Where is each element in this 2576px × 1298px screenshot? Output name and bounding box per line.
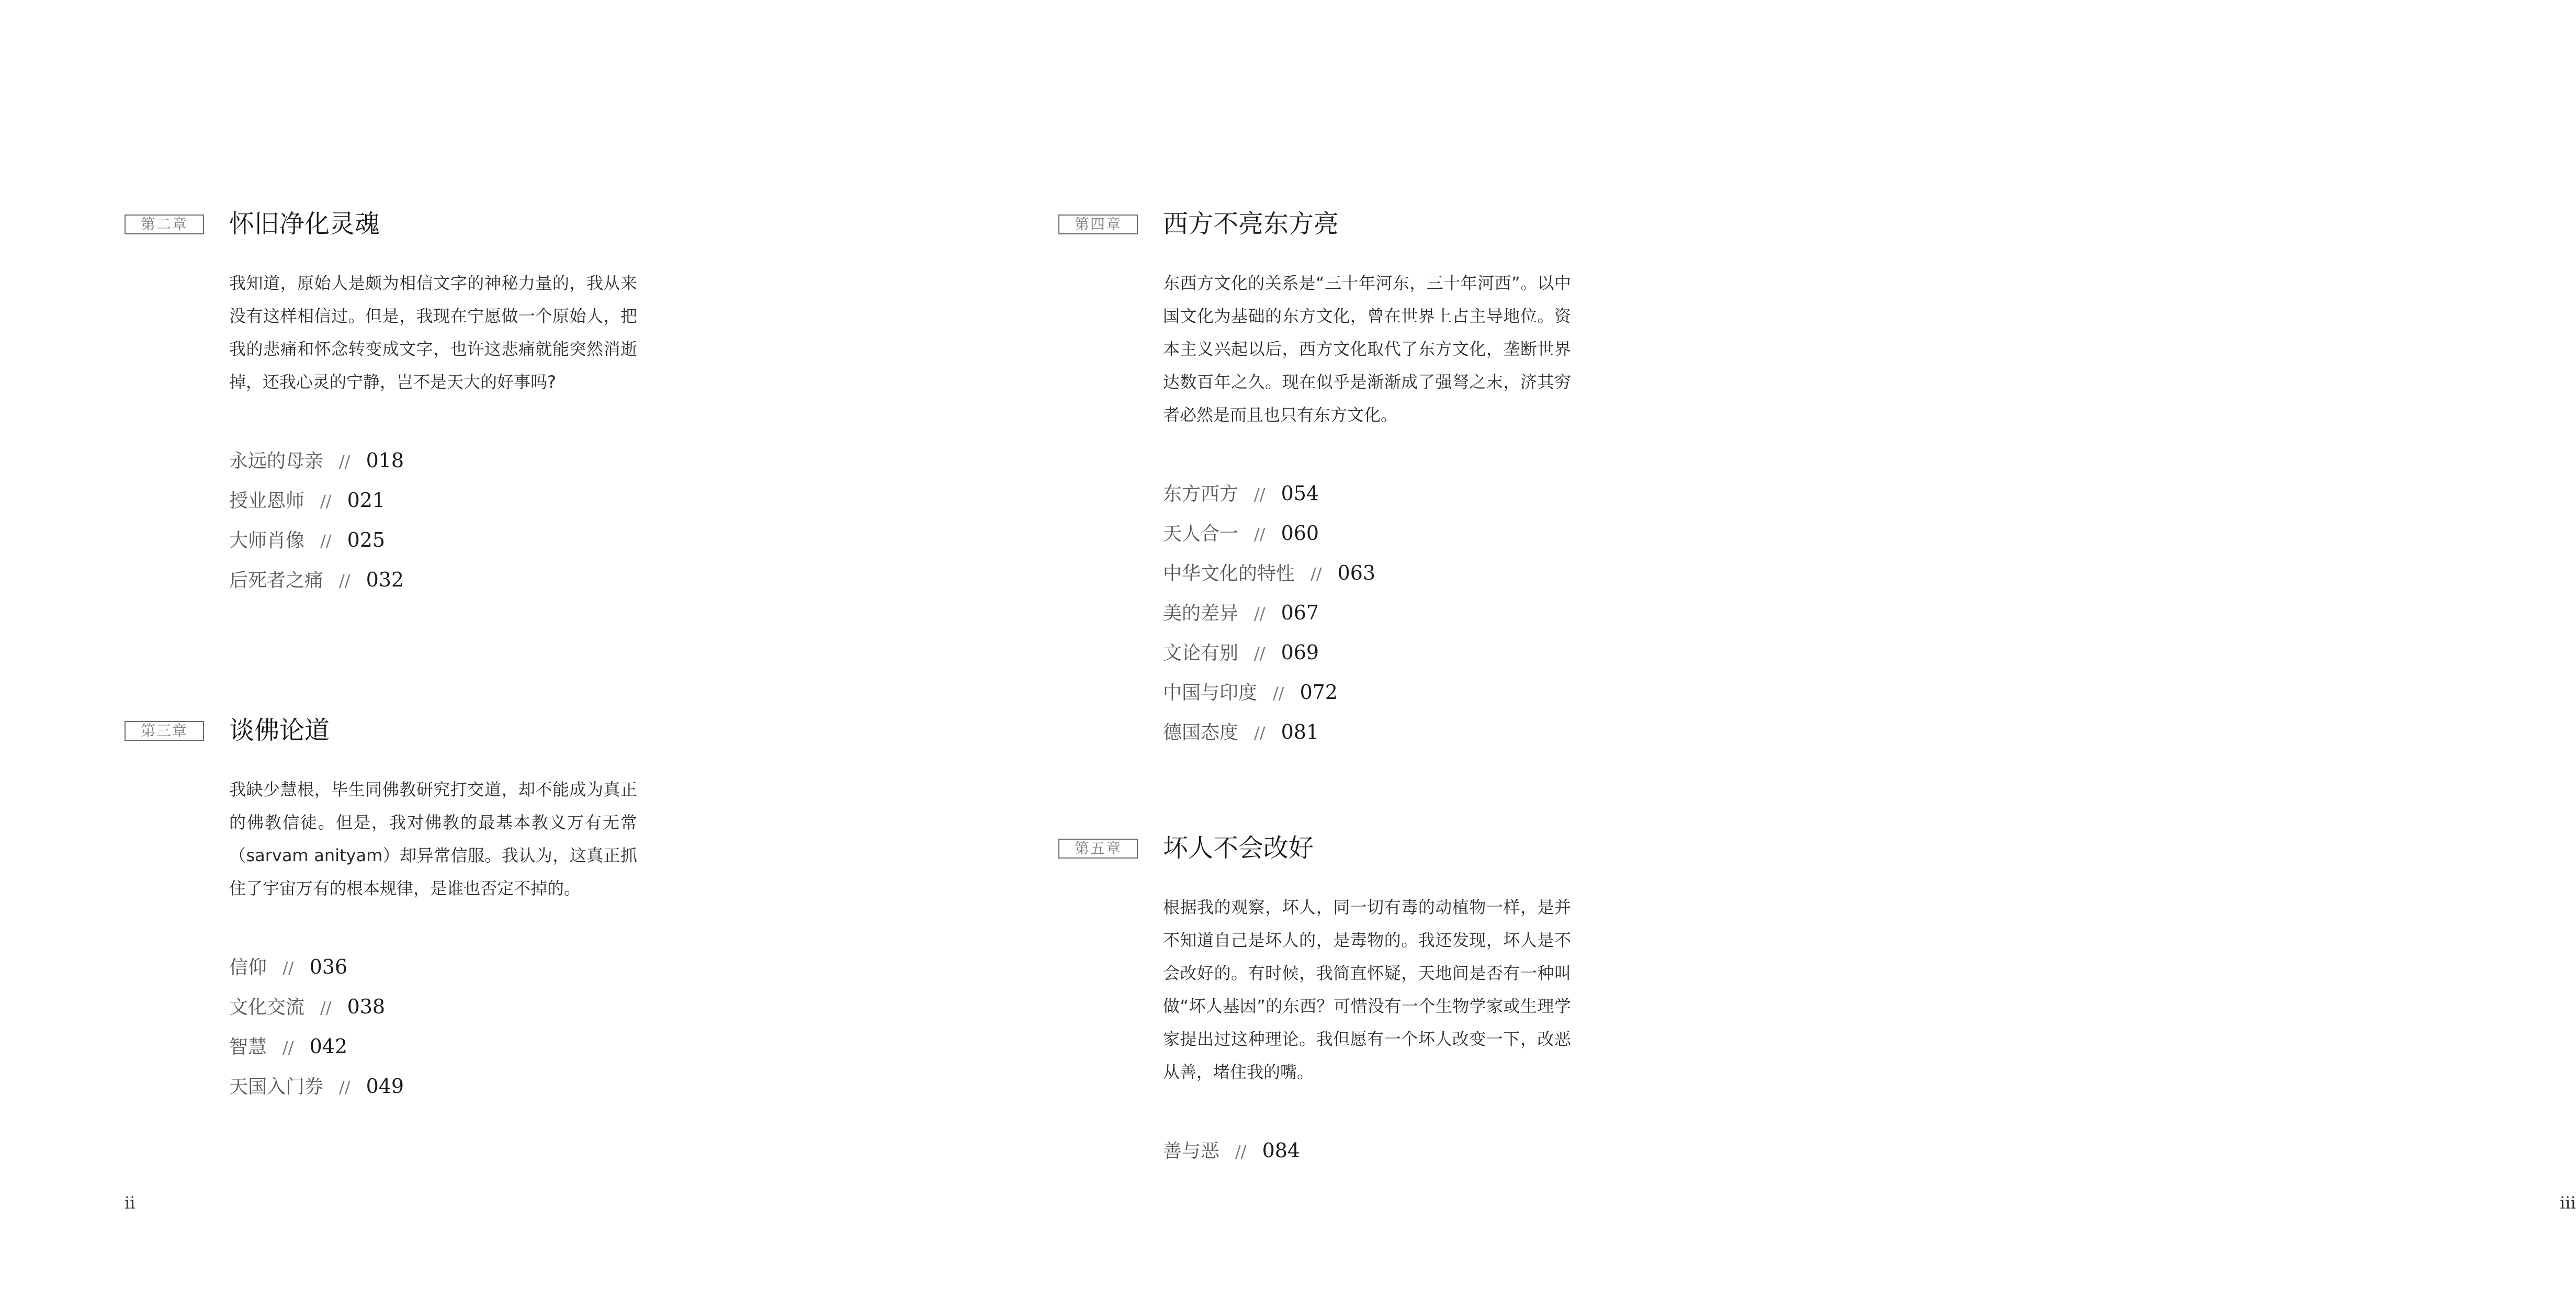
chapter-title: 西方不亮东方亮 — [1163, 209, 1339, 239]
toc-separator: // — [339, 571, 351, 591]
toc-entry-title: 大师肖像 — [229, 530, 305, 551]
toc-entry-title: 文论有别 — [1163, 642, 1239, 664]
toc-entry-title: 后死者之痛 — [229, 570, 324, 591]
toc-separator: // — [339, 1077, 351, 1097]
right-page — [896, 0, 2576, 1298]
left-page — [0, 0, 896, 1298]
toc-entry-title: 东方西方 — [1163, 483, 1239, 505]
toc-page-number: 084 — [1262, 1139, 1301, 1162]
toc-entry-title: 中华文化的特性 — [1163, 563, 1295, 584]
toc-page-number: 067 — [1281, 601, 1319, 624]
toc-entry-title: 天国入门券 — [229, 1076, 324, 1098]
chapter-label: 第五章 — [1058, 839, 1138, 859]
toc-entry-title: 信仰 — [229, 957, 267, 978]
toc-separator: // — [1235, 1142, 1247, 1161]
toc-separator: // — [1254, 644, 1266, 663]
toc-entry-list — [229, 947, 637, 1106]
toc-separator: // — [283, 958, 294, 978]
chapter-heading — [125, 710, 637, 752]
toc-entry[interactable] — [1163, 553, 1571, 593]
toc-entry[interactable] — [229, 947, 637, 987]
toc-entry-title: 授业恩师 — [229, 490, 305, 512]
toc-separator: // — [339, 452, 351, 471]
toc-separator: // — [1273, 683, 1284, 703]
chapter-description: 我缺少慧根，毕生同佛教研究打交道，却不能成为真正的佛教信徒。但是，我对佛教的最基本教义万有无常（sarvam anityam）却异常信服。我认为，这真正抓住了宇宙万有的根本规律，是谁也否定不掉的。 — [229, 780, 637, 898]
toc-separator: // — [1310, 564, 1322, 584]
toc-entry[interactable] — [1163, 712, 1571, 752]
toc-entry[interactable] — [1163, 633, 1571, 672]
page-number-right: iii — [2560, 1193, 2576, 1213]
chapter-label: 第三章 — [125, 721, 204, 741]
toc-page-number: 049 — [366, 1075, 404, 1098]
chapter-heading — [1058, 204, 1571, 246]
chapter-description: 我知道，原始人是颇为相信文字的神秘力量的，我从来没有这样相信过。但是，我现在宁愿做一个原始人，把我的悲痛和怀念转变成文字，也许这悲痛就能突然消逝掉，还我心灵的宁静，岂不是天大的好事吗? — [229, 273, 637, 392]
toc-entry[interactable] — [1163, 1131, 1571, 1170]
chapter-title: 谈佛论道 — [229, 716, 330, 745]
toc-entry[interactable] — [229, 1026, 637, 1066]
toc-separator: // — [1254, 484, 1266, 504]
page-number-left: ii — [125, 1193, 135, 1213]
toc-entry-list — [1163, 473, 1571, 752]
chapter-2 — [125, 204, 637, 600]
toc-entry[interactable] — [1163, 513, 1571, 553]
toc-separator: // — [1254, 604, 1266, 624]
chapter-4 — [1058, 204, 1571, 752]
toc-entry[interactable] — [229, 560, 637, 600]
toc-entry[interactable] — [229, 480, 637, 520]
toc-separator: // — [1254, 723, 1266, 743]
toc-entry-title: 智慧 — [229, 1036, 267, 1058]
chapter-label: 第二章 — [125, 215, 204, 234]
toc-entry-title: 善与恶 — [1163, 1141, 1220, 1162]
toc-entry-title: 德国态度 — [1163, 722, 1239, 743]
chapter-description: 根据我的观察，坏人，同一切有毒的动植物一样，是并不知道自己是坏人的，是毒物的。我还发现，坏人是不会改好的。有时候，我简直怀疑，天地间是否有一种叫做“坏人基因”的东西？可惜没有一个生物学家或生理学家提出过这种理论。我但愿有一个坏人改变一下，改恶从善，堵住我的嘴。 — [1163, 897, 1571, 1082]
toc-entry[interactable] — [1163, 672, 1571, 712]
chapter-title: 怀旧净化灵魂 — [229, 209, 380, 239]
toc-entry-title: 文化交流 — [229, 997, 305, 1018]
toc-separator: // — [320, 998, 332, 1018]
toc-separator: // — [320, 491, 332, 511]
toc-page-number: 072 — [1300, 681, 1338, 704]
toc-page-number: 081 — [1281, 720, 1319, 743]
toc-page-number: 021 — [347, 489, 386, 512]
toc-separator: // — [1254, 524, 1266, 544]
chapter-heading — [1058, 828, 1571, 870]
toc-page-number: 060 — [1281, 522, 1319, 545]
toc-page-number: 032 — [366, 568, 404, 591]
chapter-3 — [125, 710, 637, 1106]
toc-entry[interactable] — [1163, 473, 1571, 513]
chapter-heading — [125, 204, 637, 246]
toc-page-number: 036 — [309, 955, 348, 978]
toc-entry[interactable] — [229, 1066, 637, 1106]
toc-entry-title: 中国与印度 — [1163, 682, 1258, 704]
toc-entry[interactable] — [1163, 593, 1571, 633]
toc-entry-title: 永远的母亲 — [229, 450, 324, 472]
toc-entry[interactable] — [229, 987, 637, 1026]
toc-entry-title: 天人合一 — [1163, 523, 1239, 545]
toc-page-number: 054 — [1281, 482, 1319, 505]
chapter-title: 坏人不会改好 — [1163, 833, 1314, 863]
toc-entry-title: 美的差异 — [1163, 603, 1239, 624]
toc-page-number: 042 — [309, 1035, 348, 1058]
toc-entry[interactable] — [229, 520, 637, 560]
toc-entry-list — [1163, 1131, 1571, 1170]
toc-separator: // — [283, 1037, 294, 1057]
chapter-5 — [1058, 828, 1571, 1170]
toc-page-number: 038 — [347, 995, 386, 1018]
toc-page-number: 063 — [1337, 561, 1376, 584]
chapter-description: 东西方文化的关系是“三十年河东，三十年河西”。以中国文化为基础的东方文化，曾在世界上占主导地位。资本主义兴起以后，西方文化取代了东方文化，垄断世界达数百年之久。现在似乎是渐渐成了强弩之末，济其穷者必然是而且也只有东方文化。 — [1163, 273, 1571, 425]
toc-entry-list — [229, 441, 637, 600]
toc-page-number: 018 — [366, 449, 404, 472]
toc-entry[interactable] — [229, 441, 637, 480]
toc-page-number: 069 — [1281, 641, 1319, 664]
chapter-label: 第四章 — [1058, 215, 1138, 234]
toc-separator: // — [320, 531, 332, 551]
toc-page-number: 025 — [347, 528, 386, 551]
